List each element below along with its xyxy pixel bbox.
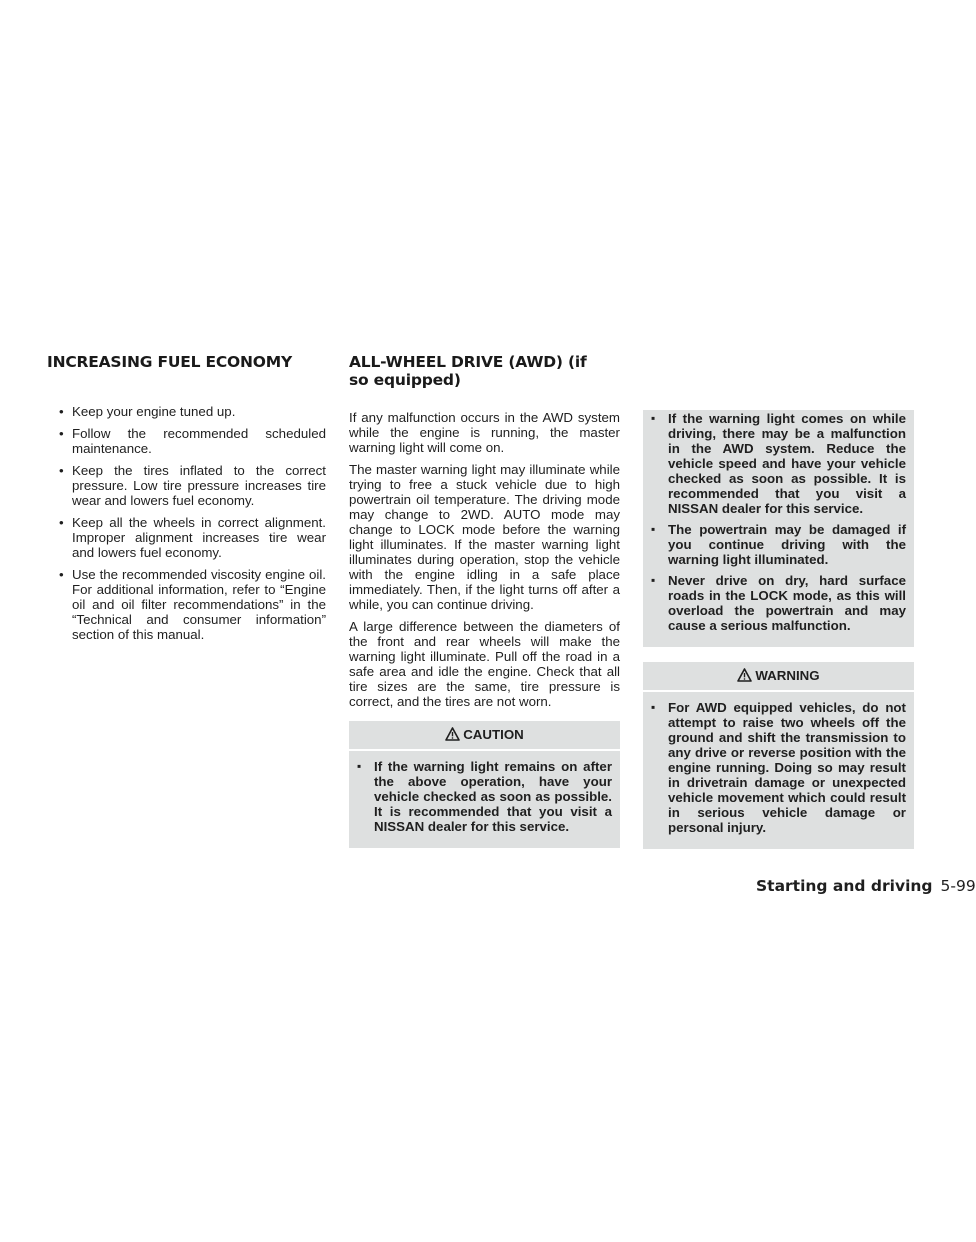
warning-box bbox=[643, 662, 914, 849]
page-footer bbox=[756, 876, 976, 897]
caution-box-continued bbox=[643, 410, 914, 647]
list-item: ▪ For AWD equipped vehicles, do not attempt to raise two wheels off the ground and shift the transmission to any drive or reverse position with the engine running. Doing so may result in drivetrain damage or unexpected vehicle movement which could result in serious vehicle damage or personal injury. bbox=[651, 700, 906, 835]
awd-paragraph: A large difference between the diameters of the front and rear wheels will make the warning light illuminate. Pull off the road in a safe area and idle the engine. Check that all tire sizes are the same, tire pressure is correct, and the tires are not worn. bbox=[349, 619, 620, 709]
caution-list-continued bbox=[651, 411, 906, 633]
list-item: ▪ If the warning light remains on after the above operation, have your vehicle checked as soon as possible. It is recommended that you visit a NISSAN dealer for this service. bbox=[357, 759, 612, 834]
awd-right-column bbox=[643, 410, 914, 849]
list-item: ▪ Never drive on dry, hard surface roads in the LOCK mode, as this will overload the powertrain and may cause a serious malfunction. bbox=[651, 573, 906, 633]
list-item: • Keep all the wheels in correct alignment. Improper alignment increases tire wear and lowers fuel economy. bbox=[47, 515, 326, 560]
warning-triangle-icon bbox=[737, 668, 752, 685]
list-item: ▪ If the warning light comes on while driving, there may be a malfunction in the AWD system. Reduce the vehicle speed and have your vehicle checked as soon as possible. It is recommended that you visit a NISSAN dealer for this service. bbox=[651, 411, 906, 516]
warning-header bbox=[643, 662, 914, 692]
page-number: 5-99 bbox=[940, 877, 976, 895]
caution-list bbox=[357, 759, 612, 834]
caution-header bbox=[349, 721, 620, 751]
caution-title: CAUTION bbox=[463, 727, 524, 742]
warning-title: WARNING bbox=[755, 668, 820, 683]
fuel-economy-column bbox=[47, 404, 326, 649]
caution-box bbox=[349, 721, 620, 848]
fuel-economy-tips-list bbox=[47, 404, 326, 642]
list-item: • Keep the tires inflated to the correct pressure. Low tire pressure increases tire wear and lowers fuel economy. bbox=[47, 463, 326, 508]
list-item: ▪ The powertrain may be damaged if you continue driving with the warning light illuminated. bbox=[651, 522, 906, 567]
list-item: • Use the recommended viscosity engine oil. For additional information, refer to “Engine oil and oil filter recommendations” in the “Technical and consumer information” section of this manual. bbox=[47, 567, 326, 642]
list-item: • Keep your engine tuned up. bbox=[47, 404, 326, 419]
warning-list bbox=[651, 700, 906, 835]
awd-heading: ALL-WHEEL DRIVE (AWD) (if so equipped) bbox=[349, 353, 587, 389]
list-item: • Follow the recommended scheduled maintenance. bbox=[47, 426, 326, 456]
fuel-economy-heading: INCREASING FUEL ECONOMY bbox=[47, 353, 293, 371]
awd-paragraph: If any malfunction occurs in the AWD system while the engine is running, the master warning light will come on. bbox=[349, 410, 620, 455]
warning-triangle-icon bbox=[445, 727, 460, 744]
awd-paragraph: The master warning light may illuminate while trying to free a stuck vehicle due to high powertrain oil temperature. The driving mode may change to 2WD. AUTO mode may change to LOCK mode before the warning light illuminates. If the master warning light illuminates during operation, stop the vehicle with the engine idling in a safe place immediately. Then, if the light turns off after a while, you can continue driving. bbox=[349, 462, 620, 612]
footer-section-title: Starting and driving bbox=[756, 877, 933, 895]
awd-column bbox=[349, 410, 620, 848]
